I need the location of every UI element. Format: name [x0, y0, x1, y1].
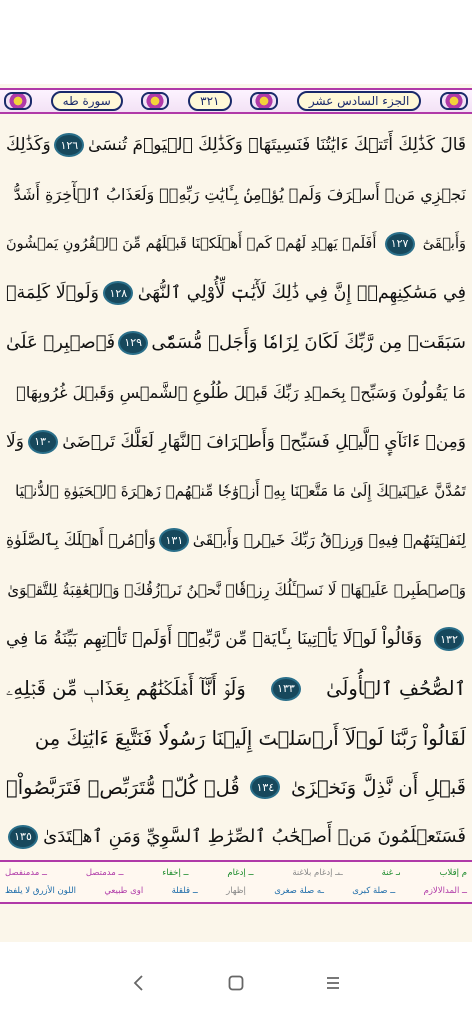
text-line [6, 320, 466, 366]
ayah-number: ١٣٤ [250, 775, 280, 799]
verse-text: وَلَوۡلَا كَلِمَةٞ [6, 283, 99, 304]
recents-button[interactable] [313, 963, 353, 1003]
page-number: ٣٢١ [188, 91, 231, 111]
android-nav-bar [0, 942, 472, 1024]
legend-item: ــ مدمنفصل [5, 868, 47, 878]
legend-row [4, 868, 468, 878]
verse-text: أَفَلَمۡ يَهۡدِ لَهُمۡ كَمۡ أَهۡلَكۡنَا قَبۡلَهُم مِّنَ ٱلۡقُرُونِ يَمۡشُونَ [6, 235, 377, 252]
ayah-number: ١٣٠ [28, 430, 58, 454]
legend-item: ــ إدغام [227, 868, 254, 878]
text-line [6, 270, 466, 316]
legend-row [4, 886, 468, 896]
text-line [6, 764, 466, 810]
ayah-number: ١٢٧ [385, 232, 415, 256]
ornament-icon [440, 92, 468, 110]
text-line [6, 171, 466, 217]
tajweed-legend [0, 860, 472, 904]
verse-text: وَمِنۡ ءَانَآيِٕ ٱلَّيۡلِ فَسَبِّحۡ وَأَطۡرَافَ ٱلنَّهَارِ لَعَلَّكَ تَرۡضَىٰ [62, 431, 466, 452]
verse-text: وَأَبۡقَىٰٓ [422, 235, 466, 252]
legend-item: اللون الأزرق لا يلفظ [5, 886, 76, 896]
text-line [6, 517, 466, 563]
page-header [0, 88, 472, 114]
legend-item: ـه صلة صغرى [274, 886, 324, 896]
text-line [6, 715, 466, 761]
menu-lines-icon [325, 975, 341, 991]
home-button[interactable] [216, 963, 256, 1003]
legend-item: ــ إخفاء [162, 868, 189, 878]
back-button[interactable] [119, 963, 159, 1003]
ayah-number: ١٢٨ [103, 281, 133, 305]
text-line [6, 369, 466, 415]
verse-text: وَأۡمُرۡ أَهۡلَكَ بِٱلصَّلَوٰةِ [6, 531, 156, 550]
verse-text: مَا يَقُولُونَ وَسَبِّحۡ بِحَمۡدِ رَبِّكَ قَبۡلَ طُلُوعِ ٱلشَّمۡسِ وَقَبۡلَ غُرُوبِهَاۖ [16, 382, 466, 402]
verse-text: وَكَذَٰلِكَ [6, 135, 51, 155]
verse-text: لَقَالُواْ رَبَّنَا لَوۡلَآ أَرۡسَلۡتَ إِلَيۡنَا رَسُولٗا فَنَتَّبِعَ ءَايَٰتِكَ مِن [34, 726, 466, 750]
legend-item: ــ صلة كبرى [352, 886, 396, 896]
square-icon [228, 975, 244, 991]
verse-text: قَالَ كَذَٰلِكَ أَتَتۡكَ ءَايَٰتُنَا فَنَسِيتَهَاۖ وَكَذَٰلِكَ ٱلۡيَوۡمَ تُنسَىٰ [87, 135, 466, 155]
legend-item: ــ قلقلة [171, 886, 198, 896]
legend-item: إظهار [226, 886, 246, 896]
verse-text: فِي مَسَٰكِنِهِمۡۚ إِنَّ فِي ذَٰلِكَ لَأٓيَٰتٖ لِّأُوْلِي ٱلنُّهَىٰ [137, 283, 466, 304]
chevron-left-icon [132, 974, 146, 992]
verse-text: وَقَالُواْ لَوۡلَا يَأۡتِينَا بِـَٔايَةٖ مِّن رَّبِّهِۦٓۚ أَوَلَمۡ تَأۡتِهِم بَيِّنَةُ مَا فِي [6, 629, 423, 650]
ornament-icon [4, 92, 32, 110]
ayah-number: ١٣٥ [8, 825, 38, 849]
surah-name: سورة طه [51, 91, 123, 111]
ayah-number: ١٣٢ [434, 627, 464, 651]
text-line [6, 468, 466, 514]
verse-text: وَلَا [6, 431, 24, 452]
status-bar [0, 0, 472, 84]
verse-text: قَبۡلِ أَن نَّذِلَّ وَنَخۡزَىٰ [291, 775, 466, 799]
verse-text: وَلَوۡ أَنَّآ أَهۡلَكۡنَٰهُم بِعَذَابٖ مِّن قَبۡلِهِۦ [6, 677, 246, 701]
text-line [6, 616, 466, 662]
verse-text: قُلۡ كُلّٞ مُّتَرَبِّصٞ فَتَرَبَّصُواْۖ [6, 775, 240, 799]
verse-text: نَجۡزِي مَنۡ أَسۡرَفَ وَلَمۡ يُؤۡمِنۢ بِـَٔايَٰتِ رَبِّهِۦۚ وَلَعَذَابُ ٱلۡأٓخِرَةِ أَشَدُّ [13, 184, 466, 204]
legend-item: ــ مدمتصل [85, 868, 124, 878]
text-line [6, 419, 466, 465]
ayah-number: ١٢٦ [54, 133, 84, 157]
verse-text: سَبَقَتۡ مِن رَّبِّكَ لَكَانَ لِزَامٗا وَأَجَلٞ مُّسَمّٗى [151, 332, 466, 354]
verse-text: فَٱصۡبِرۡ عَلَىٰ [6, 332, 116, 354]
text-line [6, 666, 466, 712]
quran-page [0, 84, 472, 942]
text-line [6, 221, 466, 267]
text-line [6, 122, 466, 168]
ornament-icon [250, 92, 278, 110]
quran-text[interactable] [6, 122, 466, 860]
verse-text: ٱلصُّحُفِ ٱلۡأُولَىٰ [326, 677, 466, 701]
ayah-number: ١٣١ [159, 528, 189, 552]
verse-text: فَسَتَعۡلَمُونَ مَنۡ أَصۡحَٰبُ ٱلصِّرَٰطِ ٱلسَّوِيِّ وَمَنِ ٱهۡتَدَىٰ [43, 826, 466, 848]
ornament-icon [141, 92, 169, 110]
text-line [6, 567, 466, 613]
legend-item: ــ المدالالازم [423, 886, 467, 896]
ayah-number: ١٣٣ [271, 677, 301, 701]
ayah-number: ١٢٩ [118, 331, 148, 355]
verse-text: تَمُدَّنَّ عَيۡنَيۡكَ إِلَىٰ مَا مَتَّعۡنَا بِهِۦٓ أَزۡوَٰجٗا مِّنۡهُمۡ زَهۡرَةَ ٱلۡحَيَوٰةِ ٱلدُّنۡيَا [15, 481, 466, 500]
legend-item: م إقلاب [439, 868, 467, 878]
text-line [6, 814, 466, 860]
juz-label: الجزء السادس عشر [297, 91, 421, 111]
legend-item: ـىـ إدغام بلاغنة [292, 868, 343, 878]
verse-text: وَٱصۡطَبِرۡ عَلَيۡهَاۖ لَا نَسۡـَٔلُكَ رِزۡقٗاۖ نَّحۡنُ نَرۡزُقُكَۗ وَٱلۡعَٰقِبَةُ لِلتَّقۡوَىٰ [7, 580, 466, 599]
verse-text: لِنَفۡتِنَهُمۡ فِيهِۚ وَرِزۡقُ رَبِّكَ خَيۡرٞ وَأَبۡقَىٰ [192, 531, 466, 550]
legend-item: ںـ غنة [381, 868, 401, 878]
legend-item: اوى طبيعي [104, 886, 144, 896]
